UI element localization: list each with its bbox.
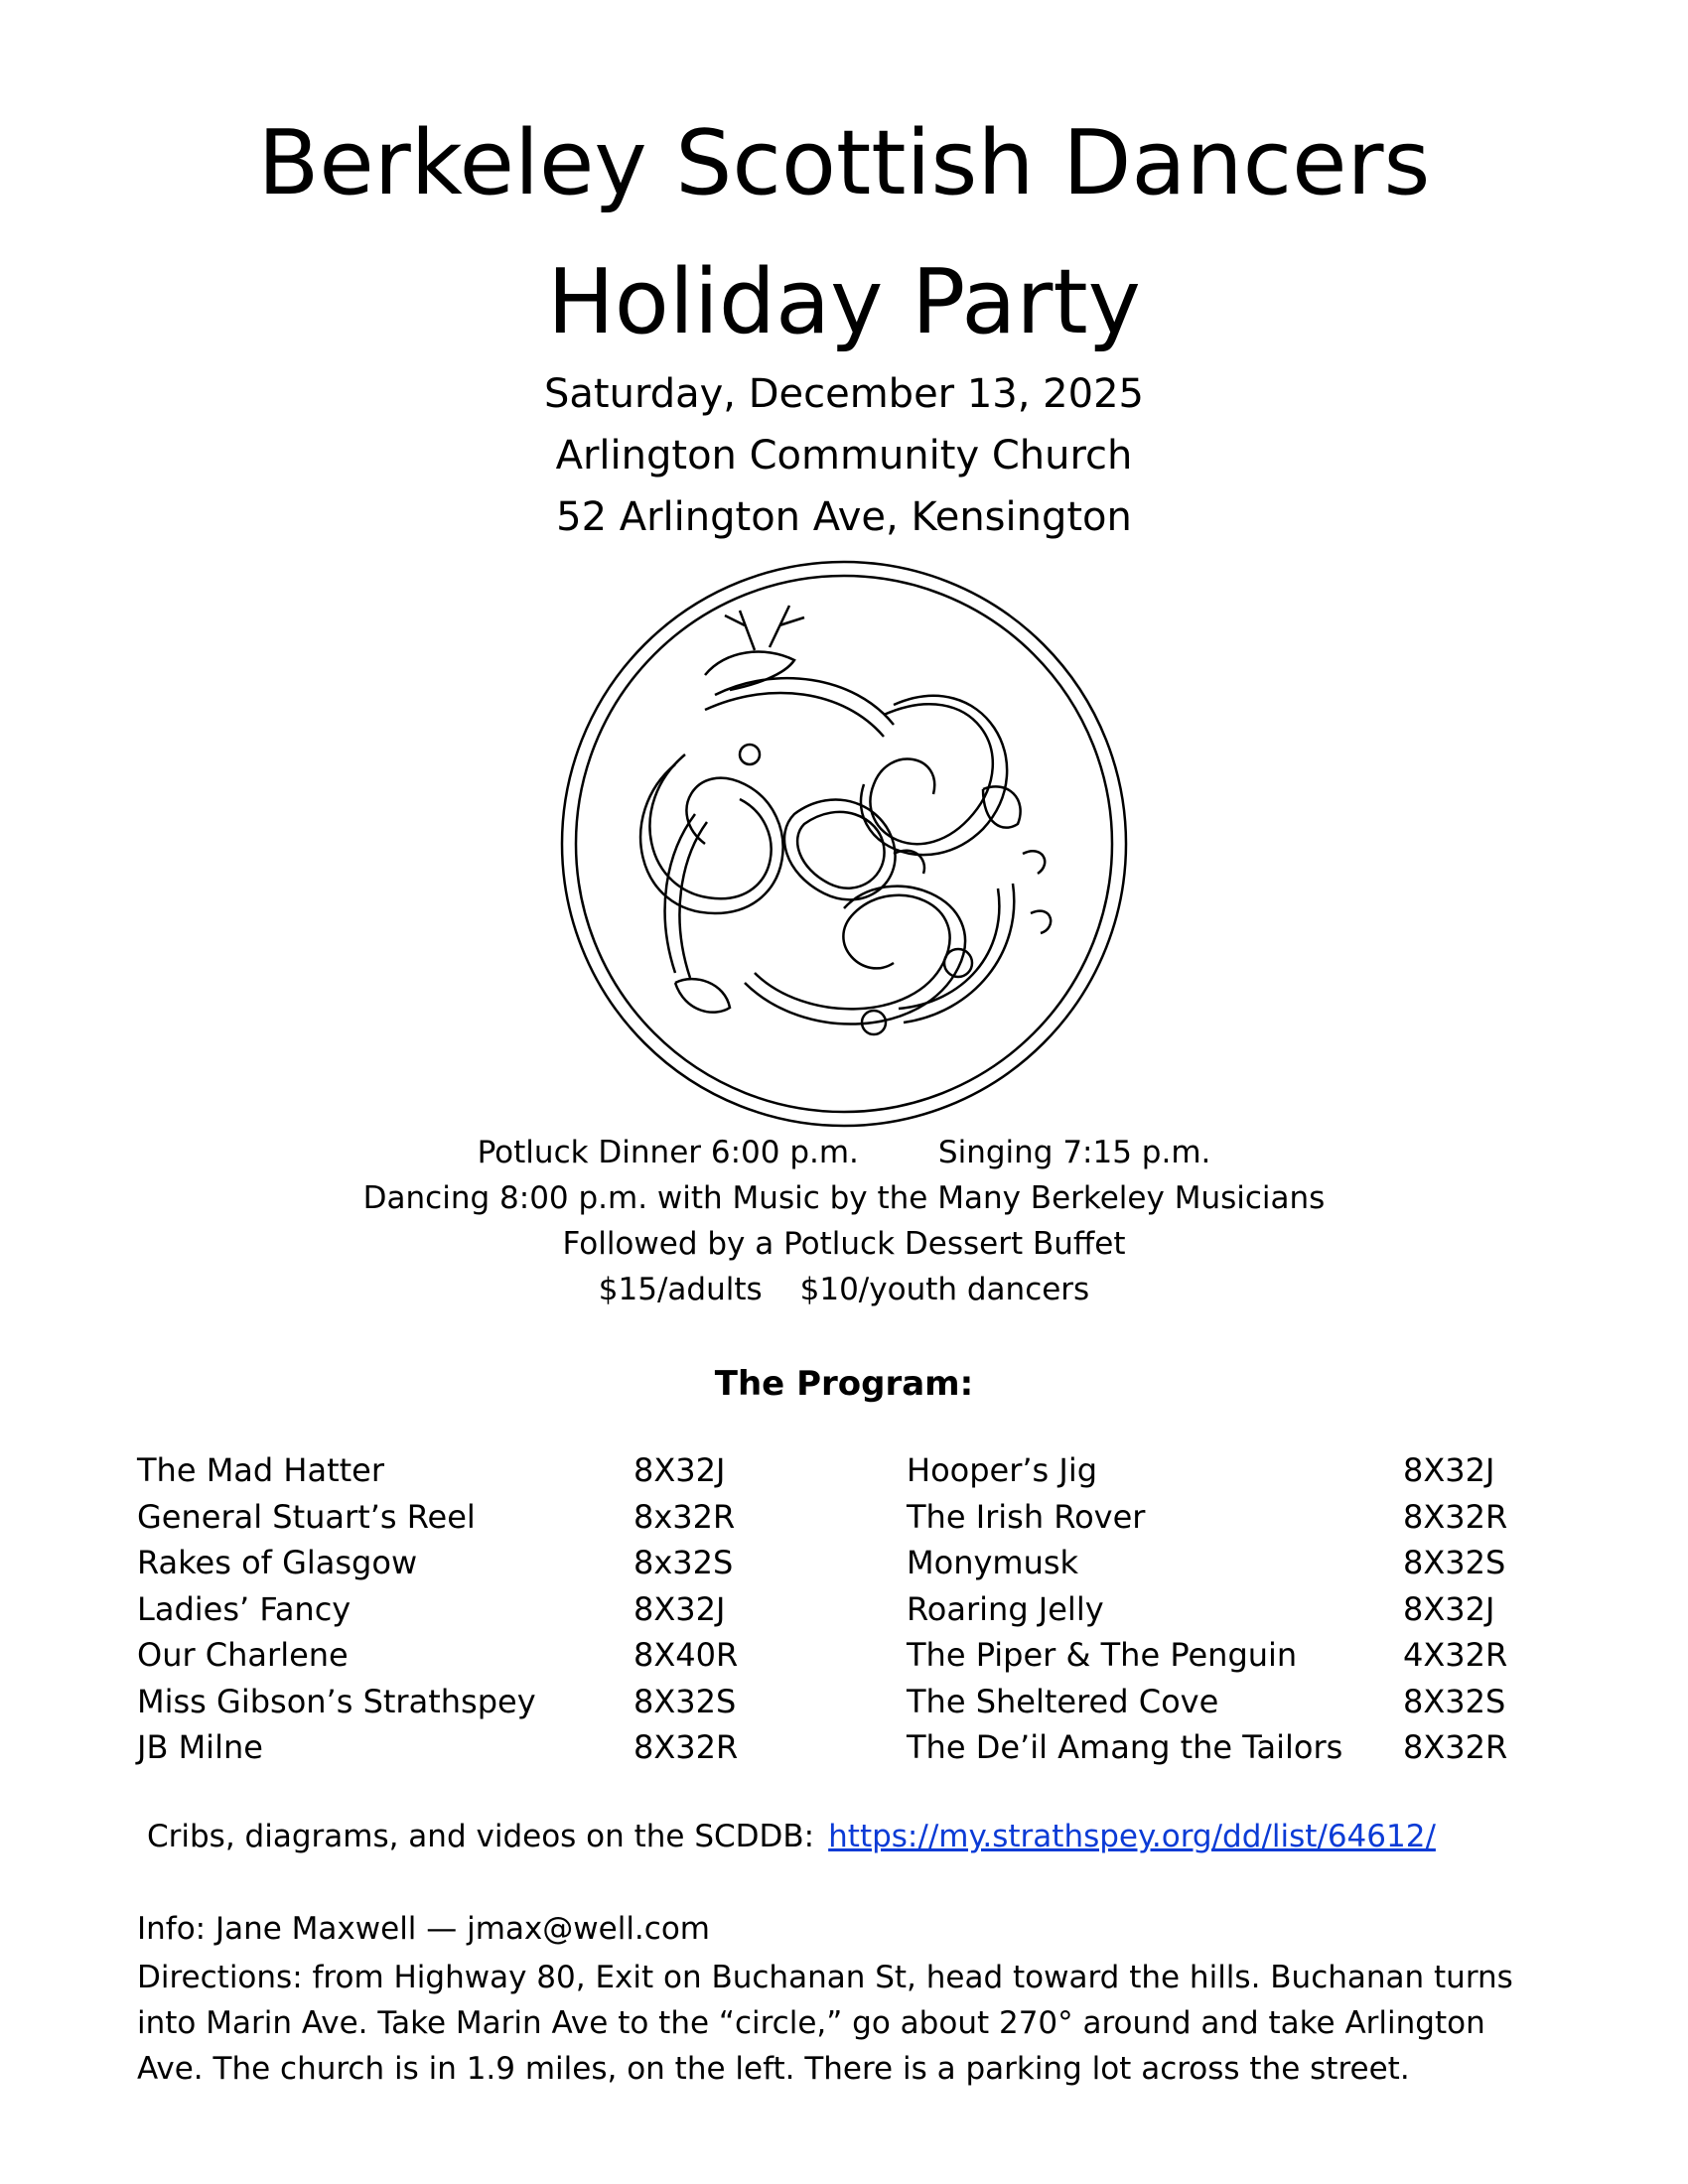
dancing-time: Dancing 8:00 p.m. with Music by the Many Berkeley Musicians	[362, 1180, 1326, 1216]
list-item	[137, 1724, 743, 1771]
list-item	[137, 1586, 743, 1633]
dance-format: 8X32S	[1403, 1544, 1506, 1581]
list-item	[907, 1724, 1522, 1771]
list-item	[907, 1679, 1522, 1725]
event-address: 52 Arlington Ave, Kensington	[556, 494, 1132, 540]
schedule-line-1	[0, 1133, 1688, 1172]
page-title: Berkeley Scottish Dancers	[257, 111, 1431, 215]
dance-format: 8X40R	[633, 1636, 739, 1674]
dance-format: 8X32J	[1403, 1451, 1495, 1489]
price-adults: $15/adults	[598, 1272, 763, 1307]
dance-name: Our Charlene	[137, 1636, 349, 1674]
list-item	[907, 1540, 1522, 1586]
dance-format: 8x32R	[633, 1497, 736, 1536]
dance-format: 8X32J	[633, 1451, 726, 1489]
dance-format: 8x32S	[633, 1544, 734, 1581]
dance-format: 8X32J	[633, 1589, 726, 1628]
dance-format: 8X32R	[1403, 1497, 1508, 1536]
cribs-note	[147, 1817, 1436, 1856]
list-item	[137, 1494, 743, 1541]
list-item	[137, 1447, 743, 1494]
list-item	[137, 1679, 743, 1725]
dance-name: The Mad Hatter	[137, 1451, 384, 1489]
potluck-time: Potluck Dinner 6:00 p.m.	[477, 1135, 859, 1170]
dance-name: Ladies’ Fancy	[137, 1589, 352, 1628]
list-item	[137, 1540, 743, 1586]
event-date: Saturday, December 13, 2025	[544, 371, 1144, 417]
dance-format: 8X32S	[633, 1682, 737, 1720]
list-item	[137, 1632, 743, 1679]
dessert-note: Followed by a Potluck Dessert Buffet	[562, 1226, 1126, 1262]
list-item	[907, 1494, 1522, 1541]
list-item	[907, 1586, 1522, 1633]
dance-name: The Irish Rover	[907, 1497, 1146, 1536]
program-heading: The Program:	[714, 1364, 974, 1404]
dance-name: Rakes of Glasgow	[137, 1544, 418, 1581]
dance-format: 4X32R	[1403, 1636, 1508, 1674]
contact-info: Info: Jane Maxwell — jmax@well.com	[137, 1911, 710, 1947]
dance-format: 8X32R	[633, 1728, 739, 1766]
dance-name: Miss Gibson’s Strathspey	[137, 1682, 536, 1720]
dance-name: Hooper’s Jig	[907, 1451, 1098, 1489]
price-youth: $10/youth dancers	[799, 1272, 1090, 1307]
dance-name: The De’il Amang the Tailors	[907, 1728, 1343, 1766]
dance-name: The Piper & The Penguin	[907, 1636, 1298, 1674]
page-subtitle: Holiday Party	[547, 250, 1141, 354]
dance-format: 8X32S	[1403, 1682, 1506, 1720]
list-item	[907, 1447, 1522, 1494]
celtic-knot-icon	[556, 556, 1132, 1132]
dance-name: The Sheltered Cove	[907, 1682, 1219, 1720]
list-item	[907, 1632, 1522, 1679]
dance-format: 8X32R	[1403, 1728, 1508, 1766]
program-list-left	[137, 1447, 743, 1771]
directions-text: Directions: from Highway 80, Exit on Buchanan St, head toward the hills. Buchanan turns into Marin Ave. Take Marin Ave to the “circle,” go about 270° around and take Arlington Ave. The church is in 1.9 miles, on the left. There is a parking lot across the street.	[137, 1960, 1513, 2087]
dance-name: General Stuart’s Reel	[137, 1497, 476, 1536]
scddb-link[interactable]: https://my.strathspey.org/dd/list/64612/	[828, 1819, 1436, 1854]
cribs-text: Cribs, diagrams, and videos on the SCDDB:	[147, 1819, 815, 1854]
dance-format: 8X32J	[1403, 1589, 1495, 1628]
dance-name: Roaring Jelly	[907, 1589, 1104, 1628]
event-venue: Arlington Community Church	[555, 433, 1133, 478]
dance-name: Monymusk	[907, 1544, 1079, 1581]
price-line	[0, 1270, 1688, 1309]
singing-time: Singing 7:15 p.m.	[937, 1135, 1211, 1170]
program-list-right	[907, 1447, 1522, 1771]
dance-name: JB Milne	[137, 1728, 263, 1766]
